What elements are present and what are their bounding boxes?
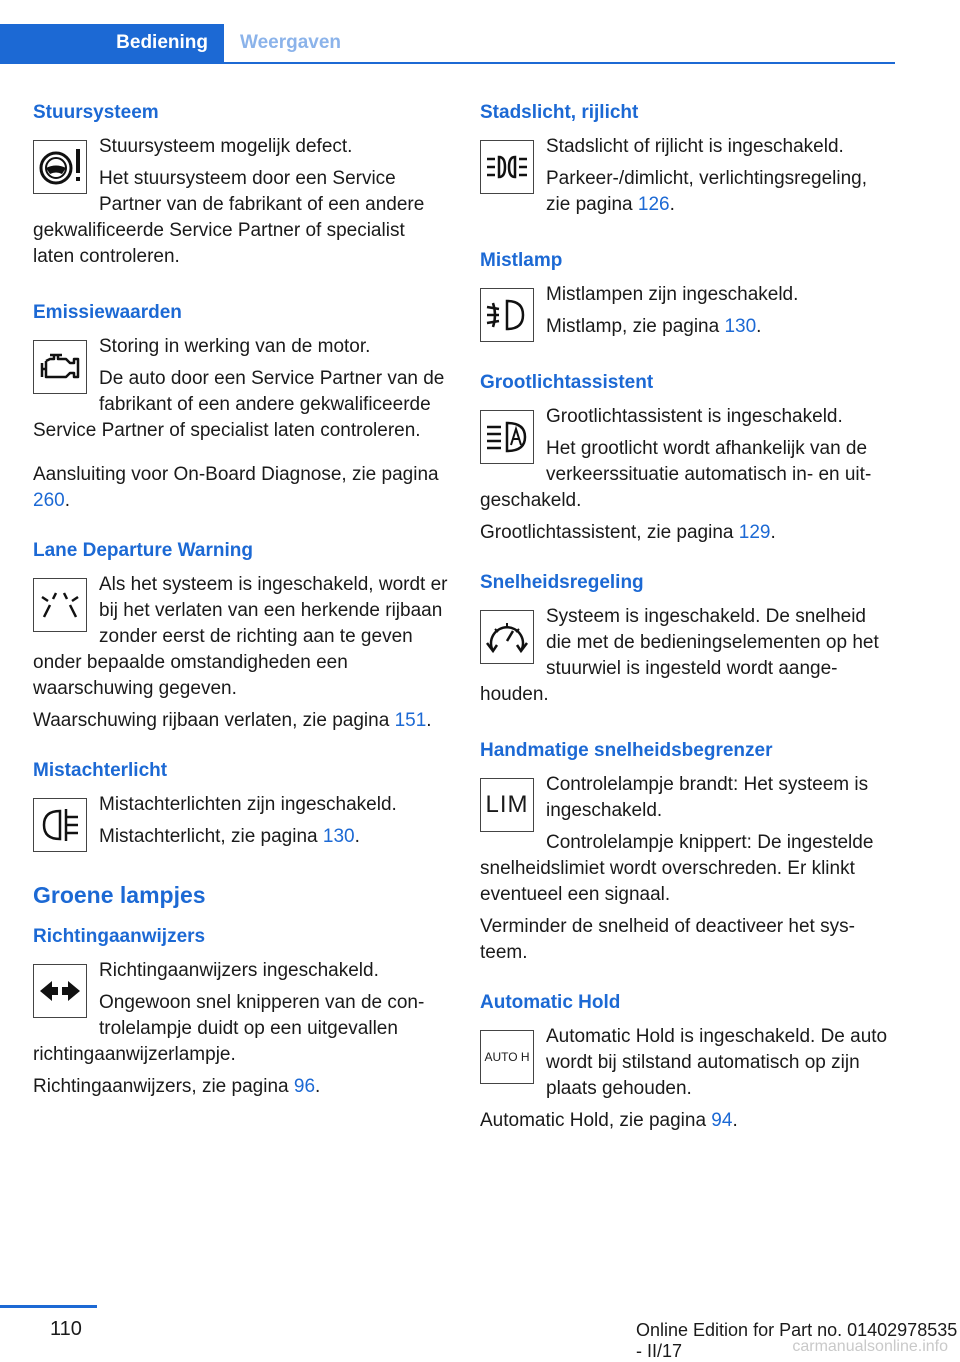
period: . [756, 316, 762, 337]
heading-autohold: Automatic Hold [480, 992, 621, 1013]
mistachter-text-1: Mistachterlichten zijn ingeschakeld. [99, 794, 397, 815]
link-page-151[interactable]: 151 [394, 710, 427, 731]
stuursysteem-text-2: Het stuursysteem door een Service Partner van de fabrikant of een andere gekwalificeerde Service Partner of specialist laten controleren. [33, 168, 425, 267]
stuursysteem-text-1: Stuursysteem mogelijk defect. [99, 136, 353, 157]
section-emissie [33, 300, 448, 514]
grootlicht-text-1: Grootlichtassistent is ingeschakeld. [546, 406, 843, 427]
emissie-text-3 [33, 462, 448, 514]
left-column [33, 100, 448, 1124]
steering-warning-icon [33, 140, 87, 194]
mistlamp-text-1: Mistlampen zijn ingeschakeld. [546, 284, 799, 305]
autohold-text-2 [480, 1108, 895, 1134]
period: . [64, 490, 70, 511]
emissie-text-1: Storing in werking van de motor. [99, 336, 371, 357]
begrenzer-text-1: Controlelampje brandt: Het systeem is ingeschakeld. [546, 774, 869, 821]
period: . [426, 710, 432, 731]
section-richting [33, 924, 448, 1100]
link-page-94[interactable]: 94 [711, 1110, 733, 1131]
section-stadslicht [480, 100, 895, 224]
section-snelheid [480, 570, 895, 714]
heading-stuursysteem: Stuursysteem [33, 102, 159, 123]
richting-text-1: Richtingaanwijzers ingeschakeld. [99, 960, 379, 981]
heading-mistachter: Mistachterlicht [33, 760, 168, 781]
section-autohold [480, 990, 895, 1134]
link-page-126[interactable]: 126 [637, 194, 670, 215]
right-column [480, 100, 895, 1158]
lane-ref-text: Waarschuwing rijbaan verlaten, zie pagina [33, 710, 395, 731]
section-mistachter [33, 758, 448, 856]
watermark: carmanualsonline.info [792, 1338, 948, 1355]
mistlamp-ref-text: Mistlamp, zie pagina [546, 316, 725, 337]
period: . [354, 826, 360, 847]
section-stuursysteem [33, 100, 448, 276]
section-lane [33, 538, 448, 734]
cruise-control-icon [480, 610, 534, 664]
heading-richting: Richtingaanwijzers [33, 926, 206, 947]
heading-stadslicht: Stadslicht, rijlicht [480, 102, 639, 123]
speed-limiter-icon [480, 778, 534, 832]
grootlicht-text-2: Het grootlicht wordt afhankelijk van de verkeerssituatie automatisch in- en uitgeschakeld. [480, 438, 872, 511]
section-mistlamp [480, 248, 895, 346]
auto-hold-label: AUTO H [484, 1050, 530, 1064]
link-page-260[interactable]: 260 [33, 490, 65, 511]
heading-mistlamp: Mistlamp [480, 250, 563, 271]
side-lights-icon [480, 140, 534, 194]
tab-bar [0, 24, 895, 64]
link-page-96[interactable]: 96 [293, 1076, 316, 1097]
period: . [732, 1110, 738, 1131]
heading-lane: Lane Departure Warning [33, 540, 253, 561]
heading-snelheid: Snelheidsregeling [480, 572, 644, 593]
heading-emissie: Emissiewaarden [33, 302, 182, 323]
period: . [770, 522, 776, 543]
richting-text-3 [33, 1074, 448, 1100]
footer-rule [0, 1305, 97, 1308]
stadslicht-ref-text: Parkeer-/dimlicht, verlichtingsregeling, zie pagina [546, 168, 868, 215]
high-beam-assistant-icon [480, 410, 534, 464]
stadslicht-text-1: Stadslicht of rijlicht is ingeschakeld. [546, 136, 844, 157]
lane-departure-icon [33, 578, 87, 632]
section-grootlicht [480, 370, 895, 546]
emissie-ref-text: Aansluiting voor On-Board Diagnose, zie pagina [33, 464, 439, 485]
mistachter-ref-text: Mistachterlicht, zie pagina [99, 826, 323, 847]
period: . [315, 1076, 321, 1097]
richting-text-2: Ongewoon snel knipperen van de controlelampje duidt op een uitgevallen richtingaanwijzerlampje. [33, 992, 425, 1065]
lane-text-2 [33, 708, 448, 734]
auto-hold-icon [480, 1030, 534, 1084]
mistlamp-text-2 [480, 314, 895, 340]
tab-weergaven[interactable]: Weergaven [240, 32, 342, 53]
autohold-text-1: Automatic Hold is ingeschakeld. De auto wordt bij stilstand automatisch op zijn plaats gehouden. [546, 1026, 888, 1099]
heading-grootlicht: Grootlichtassistent [480, 372, 654, 393]
lim-label: LIM [485, 791, 529, 818]
mistachter-text-2 [33, 824, 448, 850]
engine-icon [33, 340, 87, 394]
heading-begrenzer: Handmatige snelheidsbegrenzer [480, 740, 773, 761]
heading-groene-lampjes: Groene lampjes [33, 882, 206, 908]
period: . [669, 194, 675, 215]
stadslicht-text-2 [480, 166, 895, 218]
autohold-ref-text: Automatic Hold, zie pagina [480, 1110, 712, 1131]
link-page-130-right[interactable]: 130 [724, 316, 757, 337]
emissie-text-2: De auto door een Service Partner van de fabrikant of een andere gekwalificeerde Service Partner of specialist laten controleren. [33, 368, 445, 441]
page-number: 110 [50, 1318, 82, 1340]
richting-ref-text: Richtingaanwijzers, zie pagina [33, 1076, 294, 1097]
grootlicht-text-3 [480, 520, 895, 546]
begrenzer-text-3: Verminder de snelheid of deactiveer het systeem. [480, 916, 855, 963]
link-page-130[interactable]: 130 [322, 826, 355, 847]
front-fog-light-icon [480, 288, 534, 342]
begrenzer-text-2: Controlelampje knippert: De ingestelde snelheidslimiet wordt overschreden. Er klinkt eventueel een signaal. [480, 832, 874, 905]
link-page-129[interactable]: 129 [738, 522, 771, 543]
rear-fog-light-icon [33, 798, 87, 852]
edition-text: Online Edition for Part no. 01402978535 - II/17 [636, 1320, 958, 1361]
section-begrenzer [480, 738, 895, 966]
tab-bediening[interactable]: Bediening [0, 24, 224, 62]
turn-signal-icon [33, 964, 87, 1018]
grootlicht-ref-text: Grootlichtassistent, zie pagina [480, 522, 739, 543]
snelheid-text-1: Systeem is ingeschakeld. De snelheid die met de bedieningselementen op het stuurwiel is ingesteld wordt aangehouden. [480, 606, 879, 705]
lane-text-1: Als het systeem is ingeschakeld, wordt er bij het verlaten van een herkende rijbaan zonder eerst de richting aan te geven onder bepaalde omstandigheden een waarschuwing gegeven. [33, 574, 448, 699]
